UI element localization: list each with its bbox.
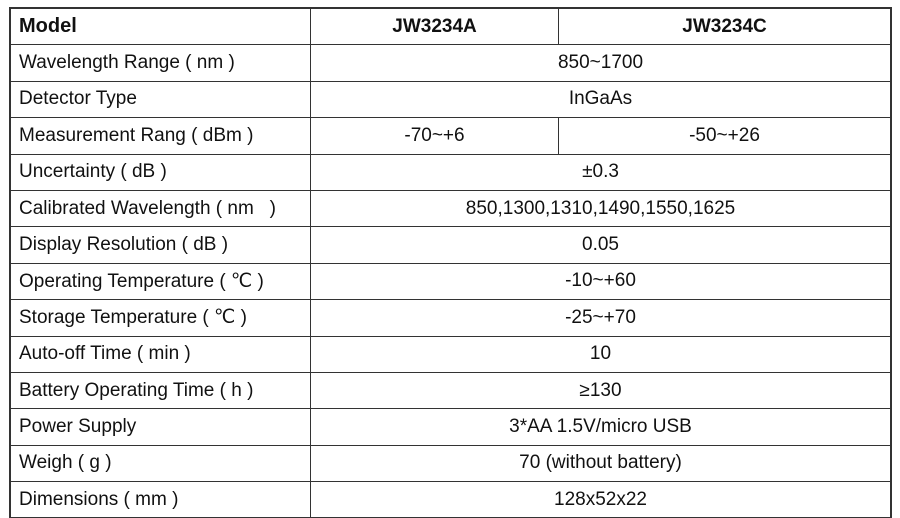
row-value-power-supply: 3*AA 1.5V/micro USB xyxy=(311,409,891,445)
row-label-wavelength-range: Wavelength Range ( nm ) xyxy=(11,45,311,81)
row-label-uncertainty: Uncertainty ( dB ) xyxy=(11,154,311,190)
row-label-weigh: Weigh ( g ) xyxy=(11,445,311,481)
row-value-weigh: 70 (without battery) xyxy=(311,445,891,481)
table-row xyxy=(11,81,891,117)
row-label-battery-operating-time: Battery Operating Time ( h ) xyxy=(11,372,311,408)
row-label-calibrated-wavelength: Calibrated Wavelength ( nm ) xyxy=(11,190,311,226)
row-label-operating-temperature: Operating Temperature ( ℃ ) xyxy=(11,263,311,299)
row-value-display-resolution: 0.05 xyxy=(311,227,891,263)
header-model-jw3234a: JW3234A xyxy=(311,9,559,45)
table-row xyxy=(11,482,891,518)
row-value-measurement-range-jw3234c: -50~+26 xyxy=(559,118,891,154)
row-value-storage-temperature: -25~+70 xyxy=(311,300,891,336)
table-row xyxy=(11,445,891,481)
table-header-row xyxy=(11,9,891,45)
row-label-dimensions: Dimensions ( mm ) xyxy=(11,482,311,518)
table-row xyxy=(11,372,891,408)
table-row xyxy=(11,263,891,299)
row-value-wavelength-range: 850~1700 xyxy=(311,45,891,81)
table-row xyxy=(11,190,891,226)
table-row xyxy=(11,227,891,263)
row-value-uncertainty: ±0.3 xyxy=(311,154,891,190)
row-label-storage-temperature: Storage Temperature ( ℃ ) xyxy=(11,300,311,336)
row-label-detector-type: Detector Type xyxy=(11,81,311,117)
table-row xyxy=(11,336,891,372)
row-value-operating-temperature: -10~+60 xyxy=(311,263,891,299)
row-label-power-supply: Power Supply xyxy=(11,409,311,445)
header-model-jw3234c: JW3234C xyxy=(559,9,891,45)
spec-table xyxy=(10,8,891,518)
table-row xyxy=(11,118,891,154)
header-model-label: Model xyxy=(11,9,311,45)
row-value-measurement-range-jw3234a: -70~+6 xyxy=(311,118,559,154)
row-value-calibrated-wavelength: 850,1300,1310,1490,1550,1625 xyxy=(311,190,891,226)
row-value-dimensions: 128x52x22 xyxy=(311,482,891,518)
row-value-auto-off-time: 10 xyxy=(311,336,891,372)
row-value-battery-operating-time: ≥130 xyxy=(311,372,891,408)
row-label-measurement-range: Measurement Rang ( dBm ) xyxy=(11,118,311,154)
table-row xyxy=(11,45,891,81)
table-row xyxy=(11,300,891,336)
row-value-detector-type: InGaAs xyxy=(311,81,891,117)
table-row xyxy=(11,409,891,445)
row-label-display-resolution: Display Resolution ( dB ) xyxy=(11,227,311,263)
row-label-auto-off-time: Auto-off Time ( min ) xyxy=(11,336,311,372)
table-row xyxy=(11,154,891,190)
